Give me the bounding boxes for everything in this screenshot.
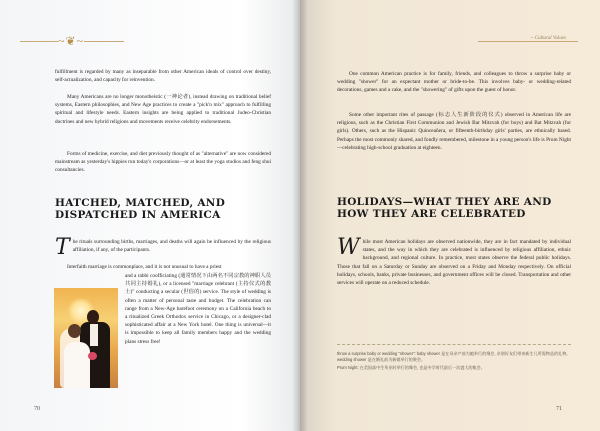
page-number-right: 71 bbox=[556, 406, 562, 412]
paragraph-rites: Some other important rites of passage (标志人生新阶段的仪式) observed in American life are religious, such as the Christian First Communion and Jewish Bar Mitzvah (for boys) and Bat Mitzvah (for girls). Others, such as the Hispanic Quinceañera, or fifteenth-birthday girls' parties, are ethnically based. Perhaps the most commonly shared, and fondly remembered, milestone in a young person's life is Prom Night—celebrating high-school graduation at eighteen. bbox=[337, 112, 571, 151]
dropcap-t: T bbox=[55, 235, 70, 260]
paragraph-interfaith-wrap: and a rabbi coofficiating (通常情况下由两名不同宗教的神职人员共同主持婚礼), or a licensed "marriage celebrant (主持仪式的教士)" conducting a secular (世俗的) service. The style of wedding is often a matter of personal taste and budget. The celebration can range from a New-Age barefoot ceremony on a California beach to a ritualized Greek Orthodox service in Chicago, or a designer-clad sophisticated affair at a New York hotel. One thing is universal—it is impossible to keep all family members happy and the wedding plans stress free! bbox=[125, 273, 271, 345]
section-heading-holidays: HOLIDAYS—WHAT THEY ARE AND HOW THEY ARE CELEBRATED bbox=[337, 196, 552, 220]
wedding-couple-photo bbox=[54, 288, 118, 388]
paragraph-rituals bbox=[55, 235, 271, 260]
paragraph-monotheistic: Many Americans are no longer monotheistic (一神论者), instead drawing on traditional belief systems, Eastern philosophies, and New Age practices to create a "pick'n mix" approach to fulfilling spiritual and lifestyle needs. Eastern insights are being applied to traditional Judeo-Christian doctrines and new hybrid religions and movements receive celebrity endorsements. bbox=[55, 94, 271, 125]
paragraph-holidays bbox=[337, 235, 571, 287]
running-head-rule bbox=[478, 41, 578, 42]
paragraph-fulfillment: fulfillment is regarded by many as inseparable from other American ideals of control over destiny, self-actualization, and capacity for reinvention. bbox=[55, 69, 271, 84]
glossary-prom: Prom Night: 在美国高中生毕业时举行的舞会, 也是中学时代最后一次盛大的集会。 bbox=[337, 365, 485, 370]
page-number-left: 70 bbox=[34, 406, 40, 412]
book-gutter bbox=[292, 0, 308, 431]
section-heading-hatched: HATCHED, MATCHED, AND DISPATCHED IN AMERICA bbox=[55, 197, 226, 221]
glossary-separator bbox=[337, 344, 571, 345]
paragraph-shower: One common American practice is for family, friends, and colleagues to throw a surprise baby or wedding "shower" for an expectant mother or bride-to-be. This involves baby- or wedding-related decorations, games and a cake, and the "showering" of gifts upon the guest of honor. bbox=[337, 71, 571, 94]
paragraph-alternative: Forms of medicine, exercise, and diet previously thought of as "alternative" are now considered mainstream as yesterday's hippies run today's corporations—or at least the yoga studios and feng shui consultancies. bbox=[55, 151, 271, 174]
rituals-text: he rituals surrounding births, marriages, and deaths will again be influenced by the religious affiliation, if any, of the participants. bbox=[72, 239, 271, 254]
holidays-text: hile most American holidays are observed nationwide, they are in fact mandated by individual states, and the way in which they are celebrated is influenced by religious affiliation, ethnic background, and regional culture. In practice, most states observe the federal public holidays. Those that fall on a Saturday or Sunday are observed on a Friday and Monday respectively. On official holidays, schools, banks, private businesses, and government offices will be closed. Transportation and other services will operate on a reduced schedule. bbox=[337, 239, 571, 287]
dropcap-w: W bbox=[337, 235, 360, 260]
paragraph-interfaith-top: Interfaith marriage is commonplace, and it is not unusual to have a priest bbox=[67, 264, 222, 270]
glossary-shower: throw a surprise baby or wedding "shower": baby shower 是在母亲产前为她举行的聚会, 亲朋好友们带来新生儿所需物品的礼物。wedding shower 是在婚礼前为新娘举行的聚会。 bbox=[337, 351, 571, 362]
ornament-line-right bbox=[84, 41, 124, 42]
running-head: ~ Cultural Values bbox=[530, 36, 566, 41]
flourish-ornament: ~❦~ bbox=[58, 34, 85, 48]
ornament-line-left bbox=[20, 41, 58, 42]
